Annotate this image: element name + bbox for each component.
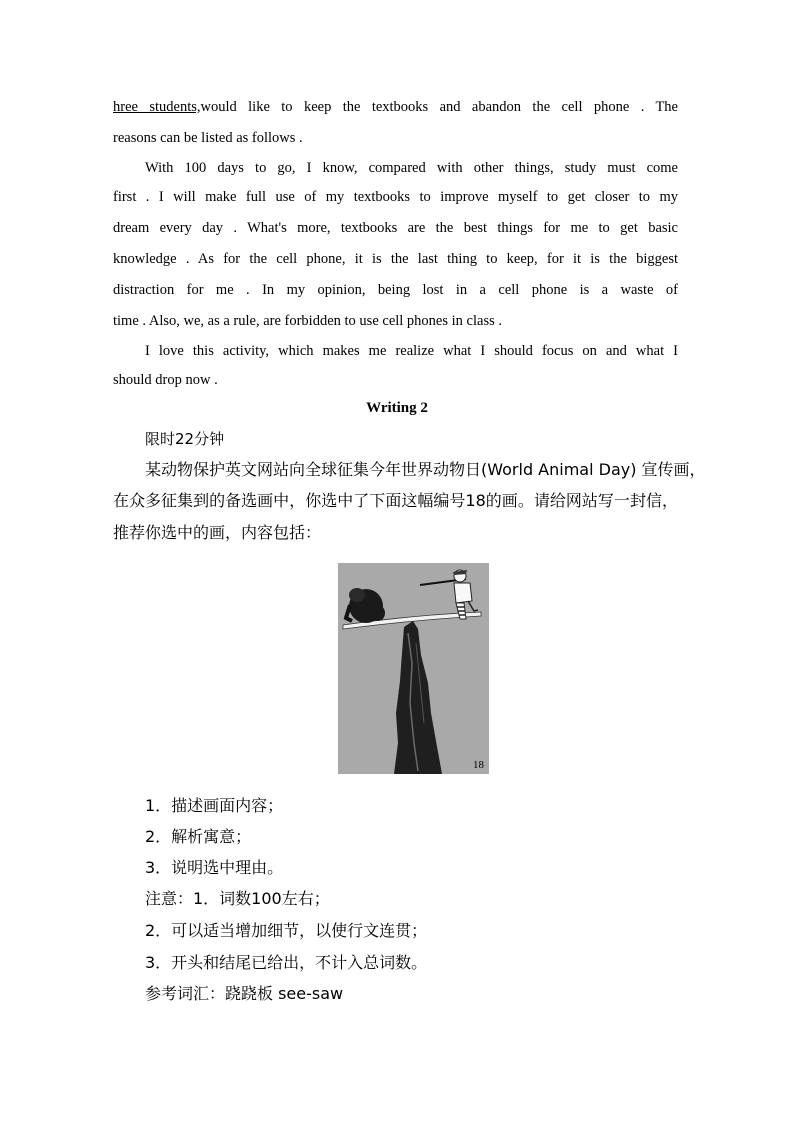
prompt-line-2: 在众多征集到的备选画中，你选中了下面这幅编号18的画。请给网站写一封信， (113, 491, 678, 510)
essay-line-1-rest: would like to keep the textbooks and abandon the cell phone . The (200, 99, 678, 115)
essay-line-3: With 100 days to go, I know, compared with other things, study must come (145, 160, 678, 176)
seesaw-cartoon-image (338, 563, 489, 774)
essay-line-1 (113, 97, 678, 117)
time-limit: 限时22分钟 (145, 430, 225, 448)
essay-line-10: should drop now . (113, 372, 218, 388)
task-item-3: 3．说明选中理由。 (145, 858, 284, 877)
essay-line-6: knowledge . As for the cell phone, it is the last thing to keep, for it is the biggest (113, 251, 678, 267)
essay-line-5: dream every day . What's more, textbooks are the best things for me to get basic (113, 220, 678, 236)
essay-line-7: distraction for me . In my opinion, being lost in a cell phone is a waste of (113, 282, 678, 298)
note-3: 3．开头和结尾已给出，不计入总词数。 (145, 953, 428, 972)
essay-line-2: reasons can be listed as follows . (113, 130, 303, 146)
essay-line-8: time . Also, we, as a rule, are forbidden to use cell phones in class . (113, 313, 502, 329)
cartoon-illustration (338, 563, 489, 774)
prompt-line-1: 某动物保护英文网站向全球征集今年世界动物日(World Animal Day) 宣传画， (145, 460, 706, 479)
section-title: Writing 2 (366, 400, 428, 416)
note-2: 2．可以适当增加细节，以使行文连贯； (145, 921, 428, 940)
note-1: 注意：1．词数100左右； (145, 889, 330, 908)
image-number-label: 18 (473, 759, 484, 771)
prompt-line-3: 推荐你选中的画，内容包括： (113, 523, 322, 542)
essay-line-4: first . I will make full use of my textbooks to improve myself to get closer to my (113, 189, 678, 205)
reference-vocab: 参考词汇：跷跷板 see-saw (145, 984, 344, 1003)
task-item-2: 2．解析寓意； (145, 827, 252, 846)
essay-line-9: I love this activity, which makes me realize what I should focus on and what I (145, 343, 678, 359)
task-item-1: 1．描述画面内容； (145, 796, 284, 815)
essay-underlined-text: hree students, (113, 99, 201, 115)
